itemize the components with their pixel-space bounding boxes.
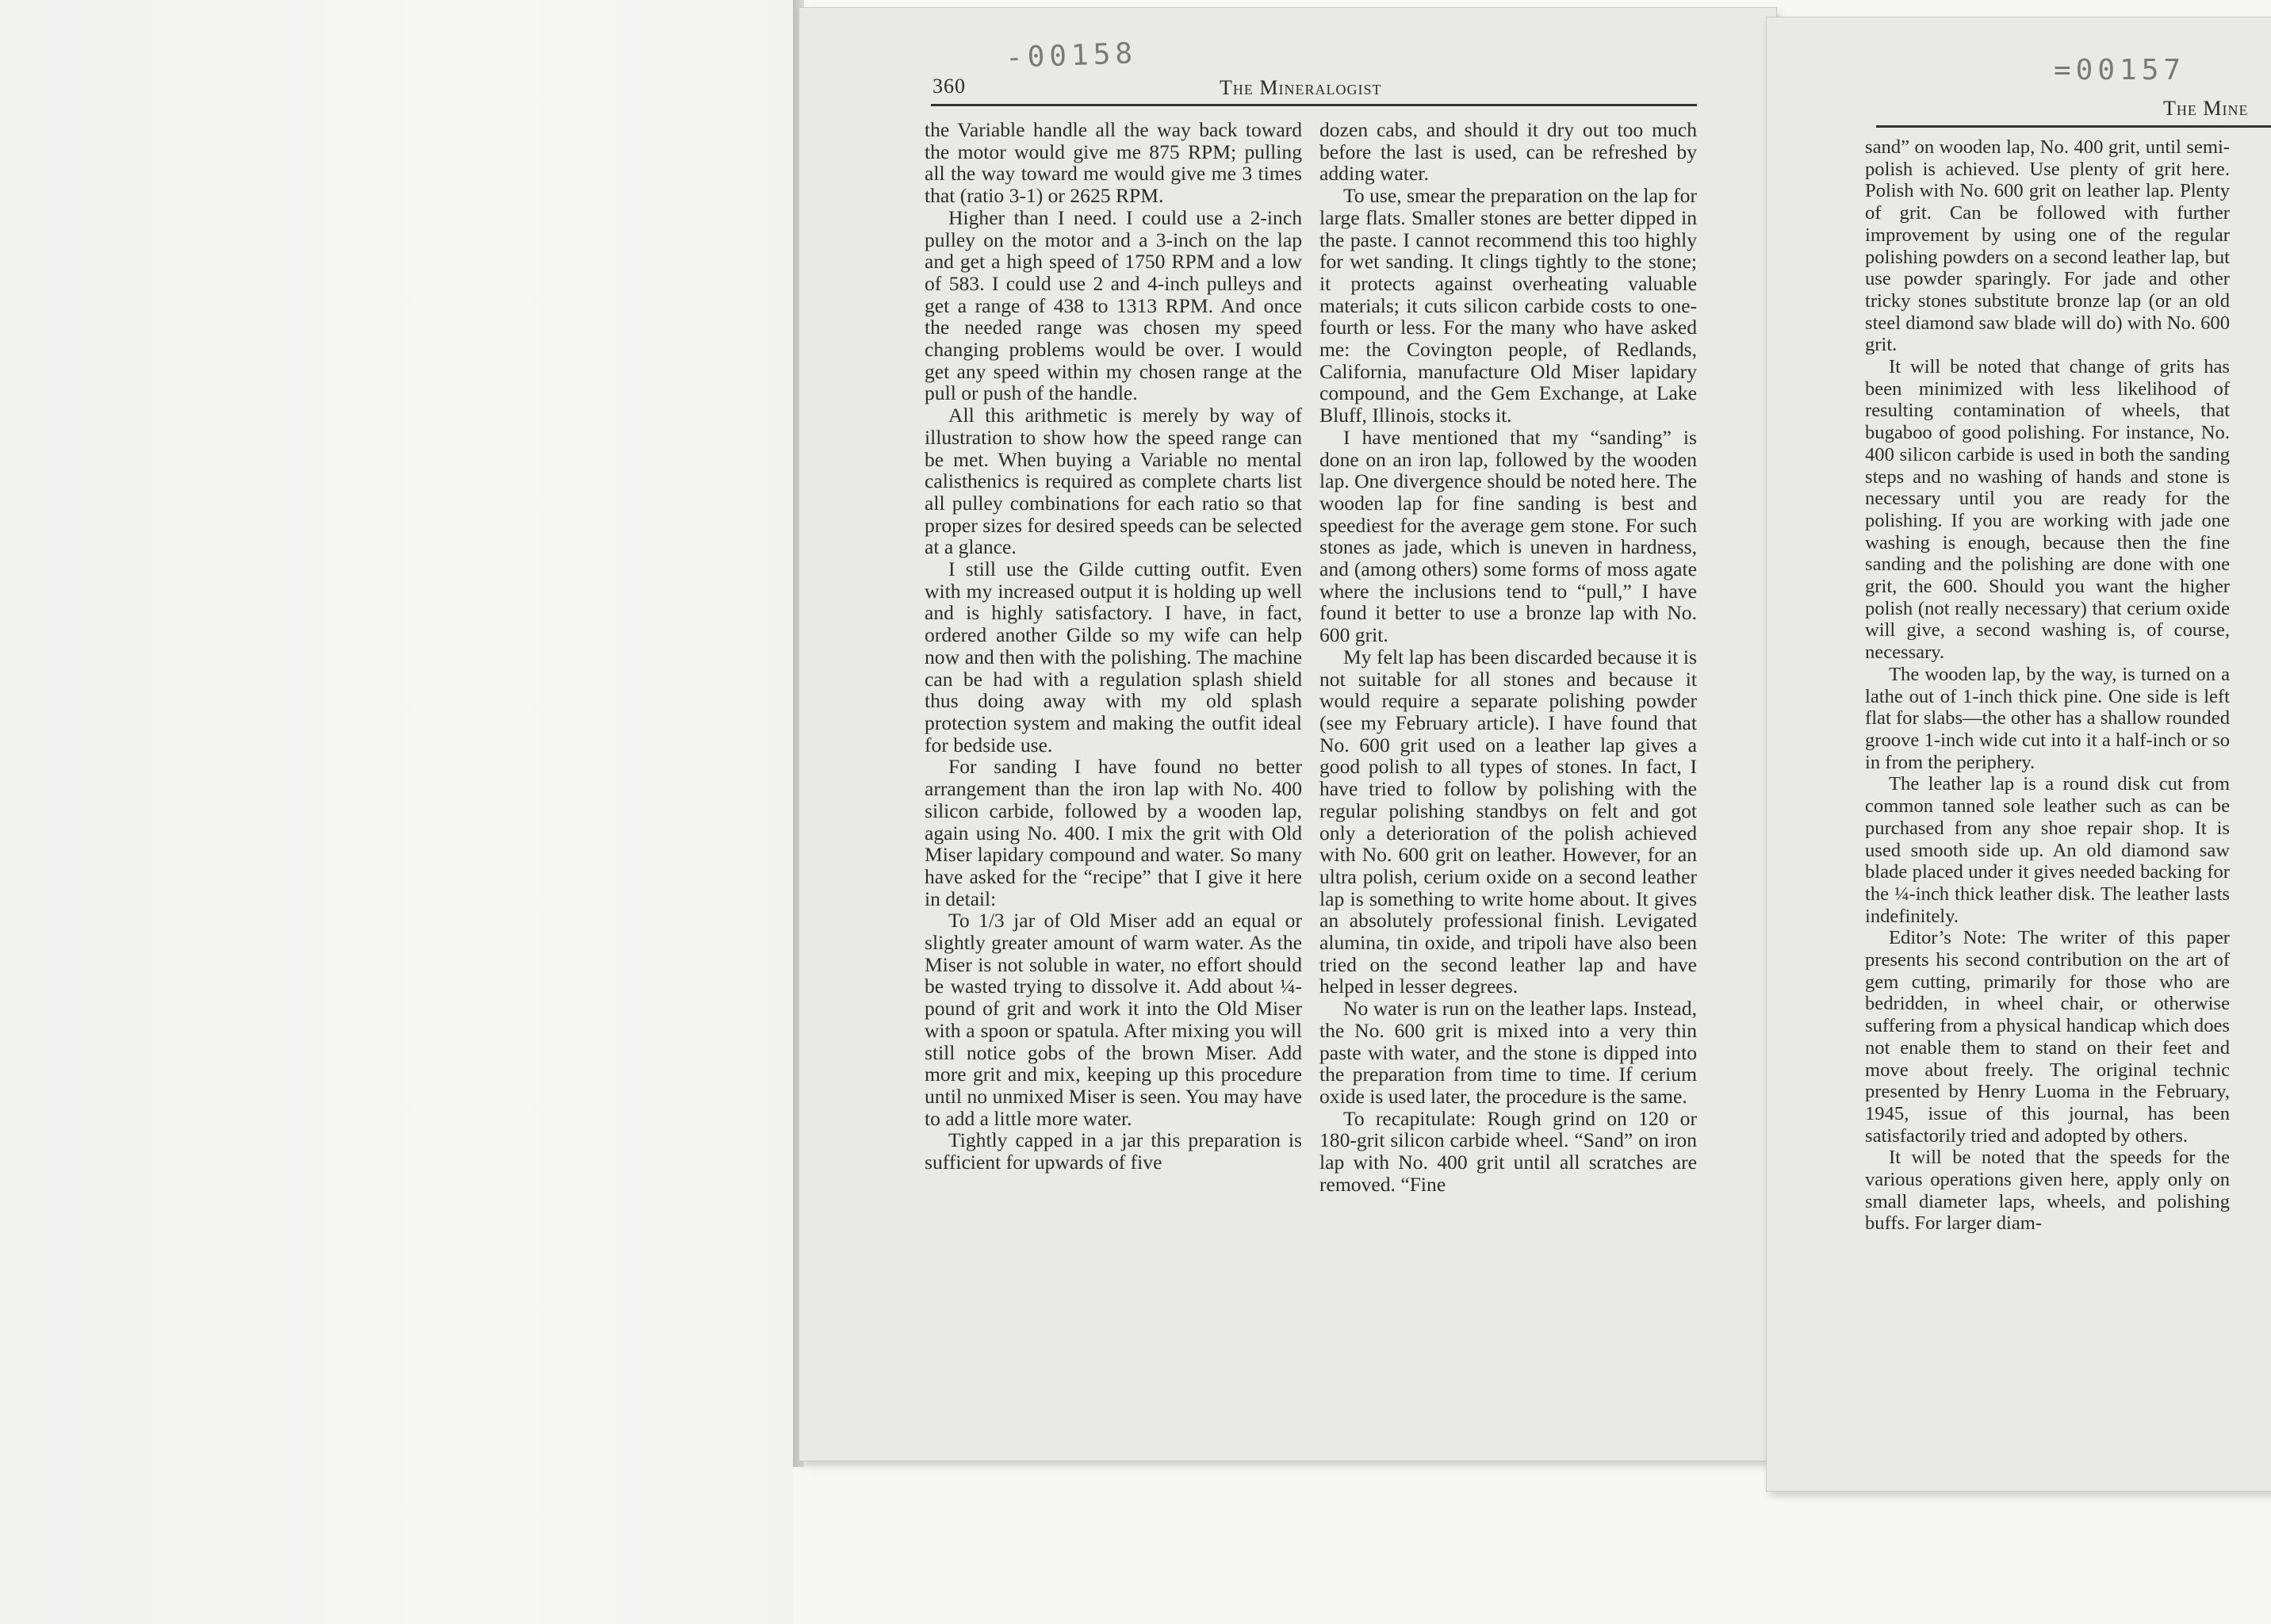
text-column-3 bbox=[1865, 136, 2230, 1235]
paragraph: My felt lap has been discarded because it is not suitable for all stones and because it would require a separate polishing powder (see my February article). I have found that No. 600 grit used on a leather lap gives a good polish to all types of stones. In fact, I have tried to follow by polishing with the regular polishing standbys on felt and got only a deterioration of the polish achieved with No. 600 grit on leather. However, for an ultra polish, cerium oxide on a second leather lap is something to write home about. It gives an absolutely professional finish. Levigated alumina, tin oxide, and tripoli have also been tried on the second leather lap and have helped in lesser degrees. bbox=[1319, 645, 1697, 998]
paragraph: To use, smear the preparation on the lap for large flats. Smaller stones are better dipped in the paste. I cannot recommend this too highly for wet sanding. It clings tightly to the stone; it protects against overheating valuable materials; it cuts silicon carbide costs to one-fourth or less. For the many who have asked me: the Covington people, of Redlands, California, manufacture Old Miser lapidary compound, and the Gem Exchange, at Lake Bluff, Illinois, stocks it. bbox=[1319, 184, 1697, 427]
paragraph: To 1/3 jar of Old Miser add an equal or slightly greater amount of warm water. As the Miser is not soluble in water, no effort should be wasted trying to dissolve it. Add about ¼-pound of grit and work it into the Old Miser with a spoon or spatula. After mixing you will still notice gobs of the brown Miser. Add more grit and mix, keeping up this procedure until no unmixed Miser is seen. You may have to add a little more water. bbox=[925, 909, 1302, 1130]
page-number: 360 bbox=[933, 75, 966, 98]
paragraph: All this arithmetic is merely by way of illustration to show how the speed range can be met. When buying a Variable no mental calisthenics is required as complete charts list all pulley combinations for each ratio so that proper sizes for desired speeds can be selected at a glance. bbox=[925, 404, 1302, 559]
header-rule bbox=[931, 104, 1697, 106]
page-stamp: =00157 bbox=[2054, 54, 2186, 86]
paragraph: Tightly capped in a jar this preparation is sufficient for upwards of five bbox=[925, 1128, 1302, 1174]
paragraph: The leather lap is a round disk cut from common tanned sole leather such as can be purchased from any shoe repair shop. It is used smooth side up. An old diamond saw blade placed under it gives needed backing for the ¼-inch thick leather disk. The leather lasts indefinitely. bbox=[1865, 773, 2230, 927]
page-stamp: -00158 bbox=[1005, 37, 1138, 75]
paragraph: sand” on wooden lap, No. 400 grit, until semi-polish is achieved. Use plenty of grit here. Polish with No. 600 grit on leather lap. Plenty of grit. Can be followed with further improvement by using one of the regular polishing powders on a second leather lap, but use powder sparingly. For jade and other tricky stones substitute bronze lap (or an old steel diamond saw blade will do) with No. 600 grit. bbox=[1865, 136, 2230, 356]
right-page bbox=[1767, 17, 2271, 1491]
text-column-2 bbox=[1319, 119, 1697, 1195]
paragraph: It will be noted that change of grits has been minimized with less likelihood of resulting contamination of wheels, that bugaboo of good polishing. For instance, No. 400 silicon carbide is used in both the sanding steps and no washing of hands and stone is necessary until you are ready for the polishing. If you are working with jade one washing is enough, because then the fine sanding and the polishing are done with one grit, the 600. Should you want the higher polish (not really necessary) that cerium oxide will give, a second washing is, of course, necessary. bbox=[1865, 356, 2230, 664]
paragraph: I have mentioned that my “sanding” is done on an iron lap, followed by the wooden lap. One divergence should be noted here. The wooden lap for fine sanding is best and speediest for the average gem stone. For such stones as jade, which is uneven in hardness, and (among others) some forms of moss agate where the inclusions tend to “pull,” I have found it better to use a bronze lap with No. 600 grit. bbox=[1319, 425, 1697, 647]
running-header: The Mineralogist bbox=[1220, 76, 1382, 99]
paragraph: the Variable handle all the way back toward the motor would give me 875 RPM; pulling all the way toward me would give me 3 times that (ratio 3-1) or 2625 RPM. bbox=[925, 118, 1302, 208]
paragraph: No water is run on the leather laps. Instead, the No. 600 grit is mixed into a very thin paste with water, and the stone is dipped into the preparation from time to time. If cerium oxide is used later, the procedure is the same. bbox=[1319, 997, 1697, 1108]
paragraph: For sanding I have found no better arrangement than the iron lap with No. 400 silicon carbide, followed by a wooden lap, again using No. 400. I mix the grit with Old Miser lapidary compound and water. So many have asked for the “recipe” that I give it here in detail: bbox=[925, 755, 1302, 910]
text-column-1 bbox=[925, 119, 1302, 1174]
paragraph: Higher than I need. I could use a 2-inch pulley on the motor and a 3-inch on the lap and get a high speed of 1750 RPM and a low of 583. I could use 2 and 4-inch pulleys and get a range of 438 to 1313 RPM. And once the needed range was chosen my speed changing problems would be over. I would get any speed within my chosen range at the pull or push of the handle. bbox=[925, 205, 1302, 405]
editors-note: Editor’s Note: The writer of this paper presents his second contribution on the art of gem cutting, primarily for those who are bedridden, in wheel chair, or otherwise suffering from a physical handicap which does not enable them to stand on their feet and move about freely. The original technic presented by Henry Luoma in the February, 1945, issue of this journal, has been satisfactorily tried and adopted by others. bbox=[1865, 927, 2230, 1147]
paragraph: I still use the Gilde cutting outfit. Even with my increased output it is holding up well and is highly satisfactory. I have, in fact, ordered another Gilde so my wife can help now and then with the polishing. The machine can be had with a regulation splash shield thus doing away with my old splash protection system and making the outfit ideal for bedside use. bbox=[925, 557, 1302, 756]
paragraph: It will be noted that the speeds for the various operations given here, apply only on small diameter laps, wheels, and polishing buffs. For larger diam- bbox=[1865, 1147, 2230, 1235]
paragraph: The wooden lap, by the way, is turned on a lathe out of 1-inch thick pine. One side is left flat for slabs—the other has a shallow rounded groove 1-inch wide cut into it a half-inch or so in from the periphery. bbox=[1865, 663, 2230, 773]
scanner-background bbox=[0, 0, 793, 1624]
paragraph: dozen cabs, and should it dry out too much before the last is used, can be refreshed by adding water. bbox=[1319, 118, 1697, 186]
left-page bbox=[799, 8, 1776, 1461]
paragraph: To recapitulate: Rough grind on 120 or 180-grit silicon carbide wheel. “Sand” on iron lap with No. 400 grit until all scratches are removed. “Fine bbox=[1319, 1106, 1697, 1196]
running-header: The Mine bbox=[2163, 97, 2249, 120]
header-rule bbox=[1876, 125, 2271, 128]
